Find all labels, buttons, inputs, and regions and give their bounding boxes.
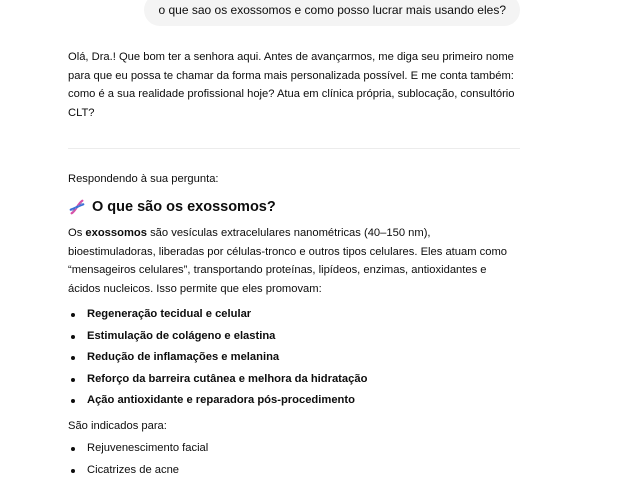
list-item [68,304,520,326]
list-item-text: Redução de inflamações e melanina [87,351,279,363]
list-item-text: Reforço da barreira cutânea e melhora da hidratação [87,373,367,385]
list-item [68,438,520,460]
list-item [68,347,520,369]
assistant-intro: Olá, Dra.! Que bom ter a senhora aqui. Antes de avançarmos, me diga seu primeiro nome para que eu possa te chamar da forma mais personalizada possível. E me conta também: como é a sua realidade profissional hoje? Atua em clínica própria, sublocação, consultório CLT? [68,48,520,122]
para-prefix: Os [68,227,85,239]
indications-list [68,438,520,481]
user-message-bubble: o que sao os exossomos e como posso lucrar mais usando eles? [144,0,520,26]
assistant-message [68,48,520,481]
assistant-lead: Respondendo à sua pergunta: [68,170,520,189]
bullet-dot [71,399,75,403]
bullet-dot [71,313,75,317]
user-message-row [144,0,520,26]
benefits-list [68,304,520,412]
bullet-dot [71,356,75,360]
para-rest: são vesículas extracelulares nanométricas (40–150 nm), bioestimuladoras, liberadas por células-tronco e outros tipos celulares. Eles atuam como “mensageiros celulares”, transportando proteínas, lipídeos, enzimas, antioxidantes e ácidos nucleicos. Isso permite que eles promovam: [68,227,507,295]
list-item [68,390,520,412]
section-heading [68,197,520,217]
list-item [68,460,520,481]
indicated-label: São indicados para: [68,417,520,436]
bullet-dot [71,335,75,339]
bullet-dot [71,469,75,473]
para-bold-term: exossomos [85,227,147,239]
bullet-dot [71,447,75,451]
list-item-text: Ação antioxidante e reparadora pós-procedimento [87,394,355,406]
bullet-dot [71,378,75,382]
list-item-text: Estimulação de colágeno e elastina [87,330,275,342]
list-item [68,326,520,348]
dna-icon [68,198,86,216]
exosome-description [68,224,520,298]
divider [68,148,520,149]
list-item-text: Cicatrizes de acne [87,464,179,476]
list-item-text: Regeneração tecidual e celular [87,308,251,320]
list-item [68,369,520,391]
section-heading-text: O que são os exossomos? [92,197,276,217]
list-item-text: Rejuvenescimento facial [87,442,208,454]
